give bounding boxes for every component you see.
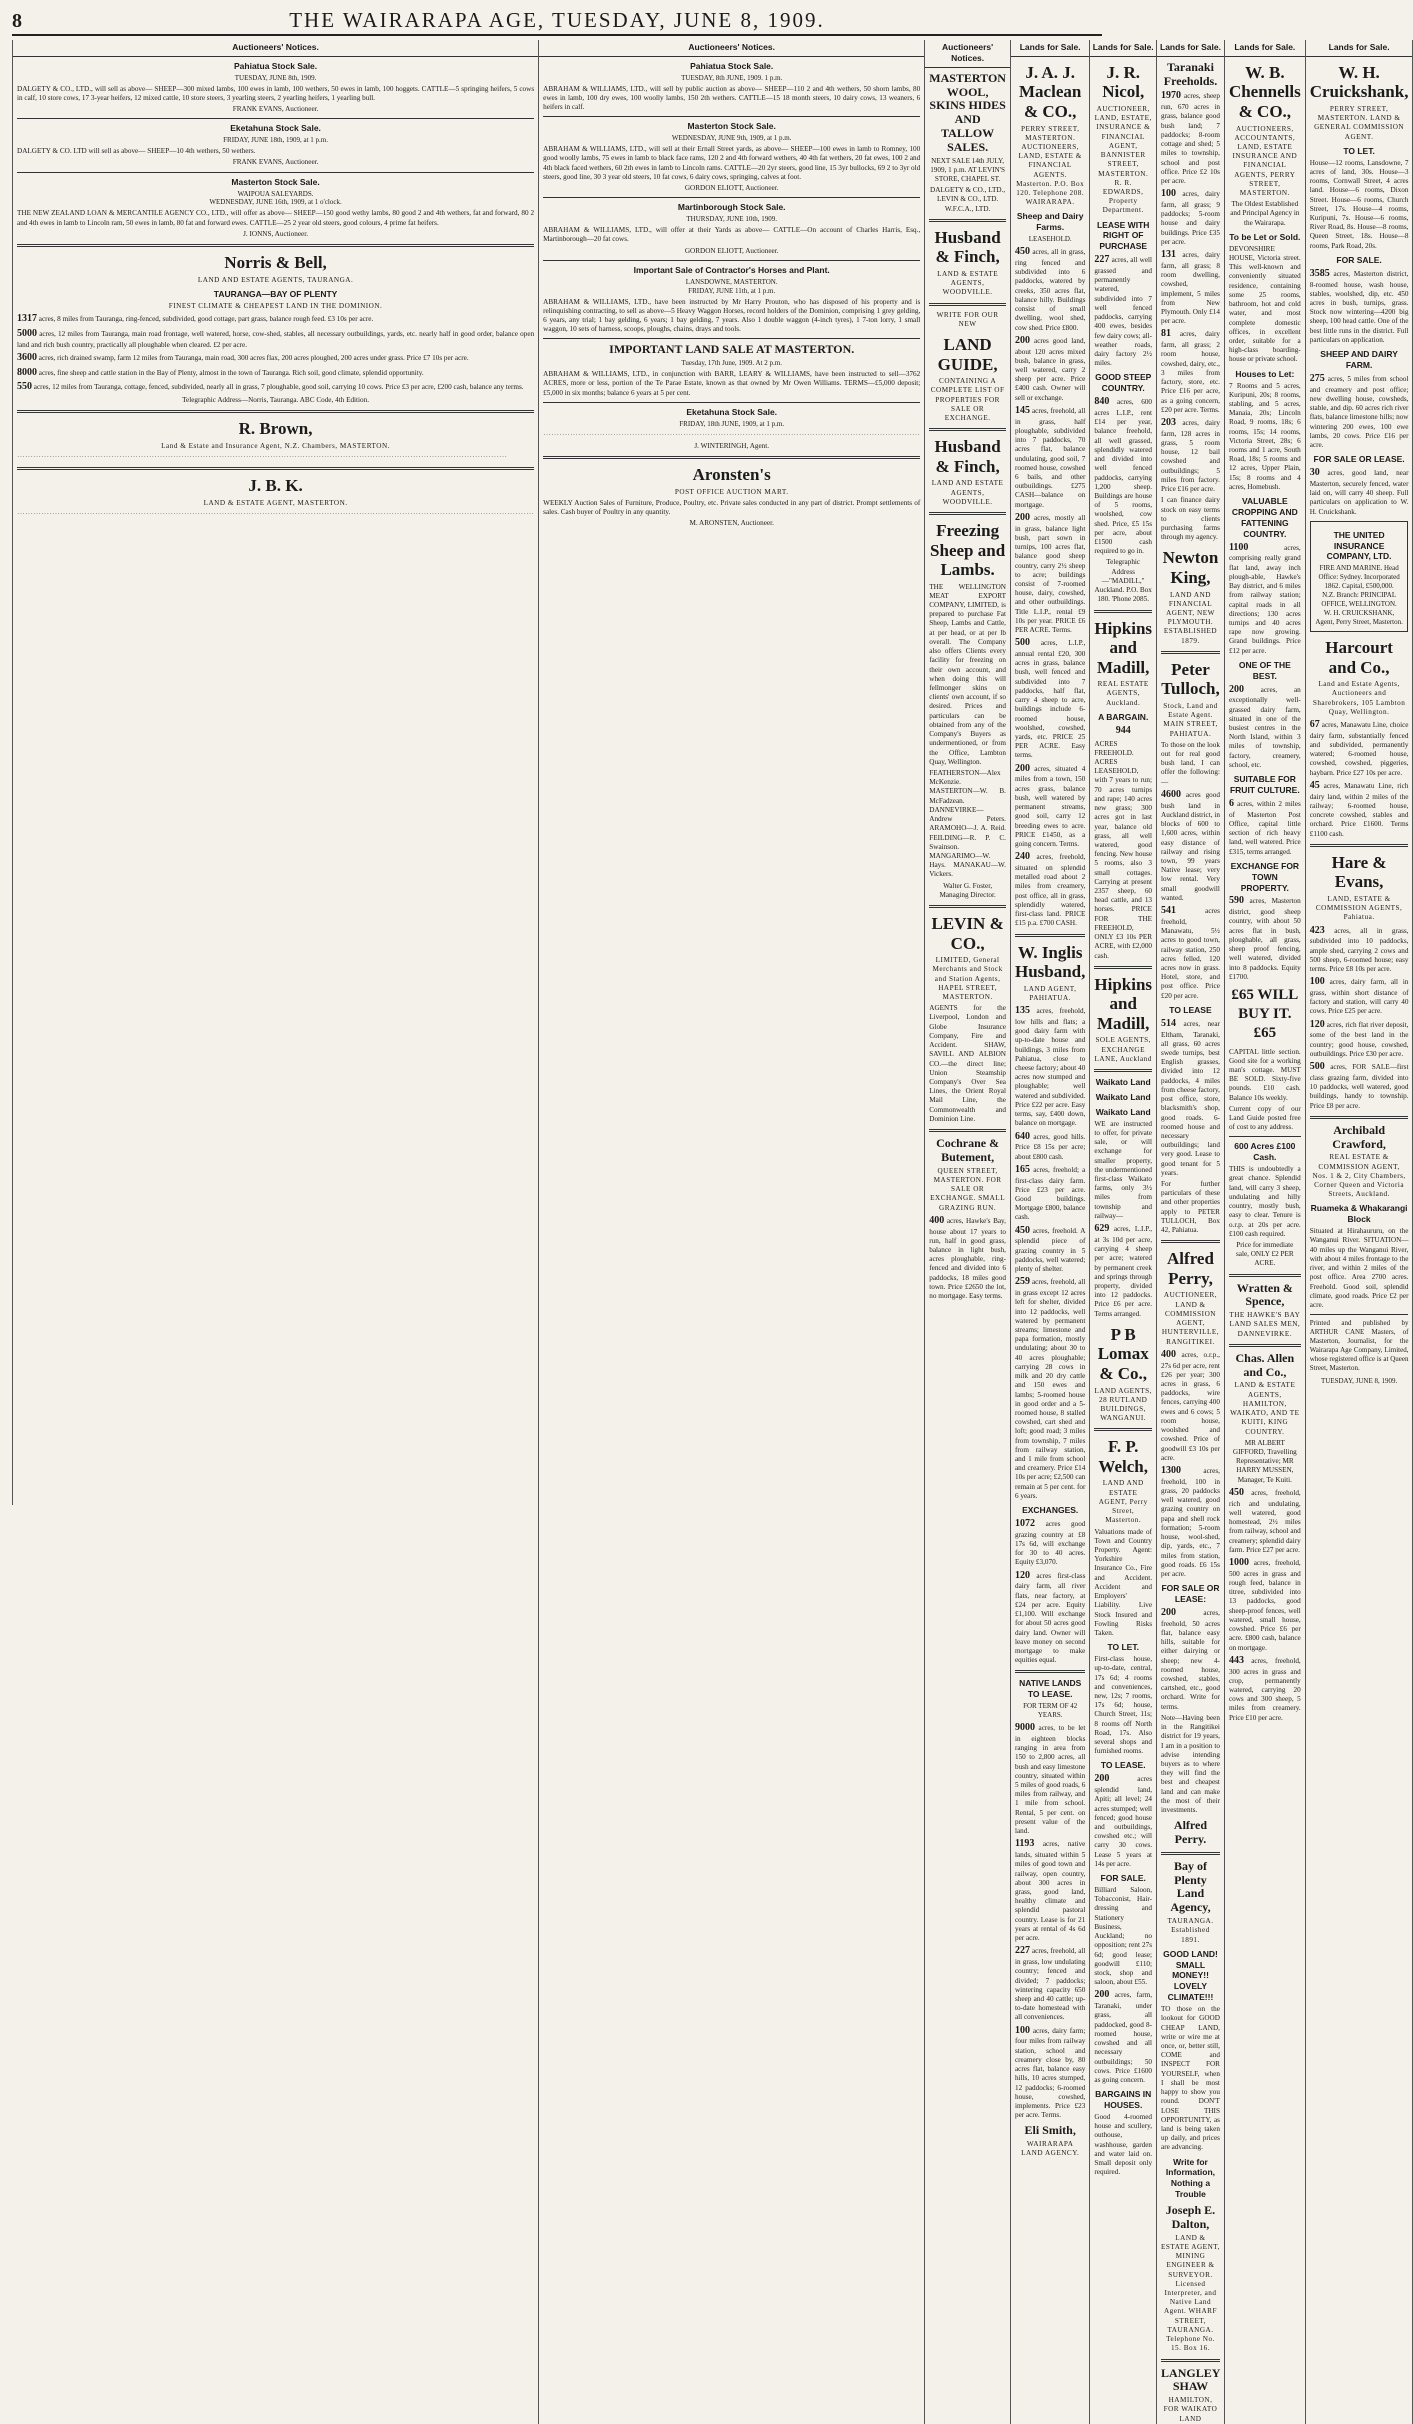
- advertiser-name: Harcourt and Co.,: [1325, 638, 1393, 677]
- imprint-date: TUESDAY, JUNE 8, 1909.: [1320, 1376, 1398, 1385]
- ad-heading: Waikato Land: [1095, 1077, 1151, 1088]
- advertiser-name: Eli Smith,: [1024, 2123, 1076, 2138]
- advertiser-name: Hipkins and Madill,: [1094, 974, 1153, 1033]
- ad-date: TUESDAY, JUNE 8th, 1909.: [234, 73, 317, 82]
- listing: 100 acres, dairy farm, all in grass, within short distance of factory and station, will carry 40 cows. Price £25 per acre.: [1309, 976, 1409, 1016]
- ad-heading: LAND GUIDE,: [937, 335, 998, 374]
- ad-heading: EXCHANGE FOR TOWN PROPERTY.: [1230, 860, 1300, 893]
- advertiser-subtitle: LAND AND ESTATE AGENT, Perry Street, Masterton.: [1098, 1479, 1148, 1525]
- ad-body: ABRAHAM & WILLIAMS, LTD., will sell by public auction as above— SHEEP—110 2 and 4th wethers, 50 shorn lambs, 80 ewes in lamb, 100 dry ewes, 100 woolly lambs, 150 2th wethers. CATTLE—15 18 month steers, 10 dairy cows, 13 weaners, 6 heifers in calf.: [543, 84, 921, 112]
- page-number: 8: [12, 10, 22, 32]
- advertiser-name: Alfred Perry,: [1167, 1249, 1214, 1288]
- ad-heading: To be Let or Sold.: [1229, 231, 1301, 242]
- ad-heading: FOR SALE OR LEASE.: [1313, 454, 1405, 465]
- column-1: [13, 40, 539, 2424]
- listing: 1970 acres, sheep run, 670 acres in grass, balance good bush land; 7 paddocks; 8-room cottage and shed; 5 miles to township, school and post office. Price £2 10s per acre.: [1161, 90, 1220, 186]
- listing: 100 acres, dairy farm, all grass; 9 paddocks; 5-room house and dairy buildings. Price £35 per acre.: [1161, 188, 1220, 246]
- ad-body: THIS is undoubtedly a great chance. Splendid land, will carry 3 sheep, undulating and hilly country, mostly bush, easy to clear. Tenure is o.r.p. at 20s per acre. £100 cash required.: [1228, 1165, 1301, 1238]
- advertiser-name: Newton King,: [1162, 548, 1219, 587]
- ad-heading: NATIVE LANDS TO LEASE.: [1019, 1678, 1082, 1700]
- listing: 120 acres first-class dairy farm, all river flats, near factory, at £24 per acre. Equity £1,100. Will exchange for about 50 acres good dairy land. Owner will leave money on second mortgage to make equities equal.: [1014, 1569, 1086, 1665]
- listing: 259 acres, freehold, all in grass except 12 acres left for shelter, divided into 12 paddocks, well watered by permanent streams; limestone and papa formation, mostly undulating; about 30 to 40 acres ploughable; carrying 28 cows in milk and 20 dry cattle and 150 ewes and lambs; 5-roomed house in good order and a 5-roomed house, 8 stalled cowshed, cart shed and loft; good road; 3 miles from township, 7 miles from railway station, and 1 mile from school and creamery. Price £14 10s per acre; £2,500 can remain at 5 per cent. for 6 years.: [1014, 1276, 1086, 1500]
- advertiser-name: Peter Tulloch,: [1161, 659, 1220, 699]
- ad-heading: SHEEP AND DAIRY FARM.: [1320, 349, 1398, 370]
- column-4: [1011, 40, 1090, 2424]
- ad-body: First-class house, up-to-date, central, 17s 6d; 4 rooms and conveniences, new, 12s; 7 rooms, 17s 6d; house, Church Street, 11s; 8 rooms off North Road, 17s. Also several shops and furnished rooms.: [1094, 1655, 1153, 1756]
- ad-place: LANSDOWNE, MASTERTON.: [685, 277, 778, 286]
- ad-date: THURSDAY, JUNE 10th, 1909.: [686, 215, 778, 224]
- ad-body: ABRAHAM & WILLIAMS, LTD., will sell at their Ernall Street yards, as above— SHEEP—100 ewes in lamb to Romney, 100 good woolly lambs, 75 ewes in lamb to black face rams, 120 2 and 4th forward wethers, 40 4th fat wethers, 20 fat ewes, 100 2 and 4th black faced wethers, 60 2th ewes in lamb to Lincoln rams. CATTLE—20 2yr steers, good line, 15 3yr bullocks, 69 2 to 3yr old steers, good line, 30 3 year old steers, 10 fat cows, 6 dairy cows, springing, calves at foot.: [543, 145, 921, 181]
- advertiser-name: Bay of Plenty Land Agency,: [1170, 1858, 1211, 1915]
- listing: 4600 acres good bush land in Auckland district, in blocks of 600 to 1,600 acres, within easy distance of railway and rising town, 99 years Native lease; very low rental. Very small goodwill wanted.: [1161, 788, 1220, 902]
- ad-signature: M. ARONSTEN, Auctioneer.: [689, 519, 774, 528]
- ad-heading: Write for Information, Nothing a Trouble: [1165, 2156, 1216, 2200]
- ad-body: I can finance dairy stock on easy terms to clients purchasing farms through my agency.: [1161, 496, 1220, 542]
- ad-heading: TAURANGA—BAY OF PLENTY: [213, 288, 338, 299]
- ad-body: WE are instructed to offer, for private sale, or will exchange for smaller property, the undermentioned first-class Waikato farms, only 3½ miles from township and railway—: [1094, 1119, 1153, 1220]
- listing: 640 acres, good hills. Price £8 15s per acre; about £800 cash.: [1014, 1130, 1086, 1161]
- listing: 1000 acres, freehold, 500 acres in grass and rough feed, balance in titree, subdivided into 13 paddocks, good sheep-proof fences, well watered, small house, cowshed. Price £6 per acre. £800 cash, balance on mortgage.: [1228, 1557, 1301, 1652]
- ad-subheading: CONTAINING A COMPLETE LIST OF PROPERTIES FOR SALE OR EXCHANGE.: [930, 377, 1005, 422]
- ad-place: WAIPOUA SALEYARDS.: [237, 189, 314, 198]
- listing: 200 acres, mostly all in grass, balance light bush, part sown in turnips, 100 acres flat, balance good sheep country, carry 2½ sheep to acre; buildings consist of 7-roomed house, dairy, cowshed, and other outbuildings. Title L.I.P., rental £9 10s per year. PRICE £6 PER ACRE. Terms.: [1014, 511, 1086, 635]
- advertiser-name: Hipkins and Madill,: [1094, 618, 1153, 677]
- ad-heading: TO LEASE: [1169, 1004, 1212, 1015]
- newspaper-title: THE WAIRARAPA AGE, TUESDAY, JUNE 8, 1909.: [289, 8, 825, 32]
- ad-heading: VALUABLE CROPPING AND FATTENING COUNTRY.: [1231, 496, 1298, 539]
- ad-body: Billiard Saloon, Tobacconist, Hair-dressing and Stationery Business, Auckland; no opposition; rent 27s 6d; good lease; goodwill £110; stock, shop and saloon, about £55.: [1094, 1886, 1153, 1987]
- ad-body: 7 Rooms and 5 acres, Kuripuni, 20s; 8 rooms, stabling, and 5 acres, Manaia, 20s; Lincoln Road, 9 rooms, 18s; 6 rooms, 15s; 14 rooms, Victoria Street, 28s; 6 rooms and 1 acre, South Road, 18s; 5 rooms and 12 acres, Upper Plain, 15s; 8 rooms and 4 acres, Homebush.: [1228, 381, 1301, 491]
- advertiser-subtitle: THE HAWKE'S BAY LAND SALES MEN, DANNEVIRKE.: [1229, 1311, 1301, 1338]
- listing: 67 acres, Manawatu Line, choice dairy farm, substantially fenced and subdivided, permanently watered; 6-roomed house, cowshed, cowshed, piggeries, haybarn. Price £27 10s per acre.: [1309, 719, 1409, 777]
- ad-heading: TO LET.: [1107, 1642, 1139, 1653]
- ad-subheading: LEASEHOLD.: [1028, 235, 1072, 244]
- column-heading: Lands for Sale.: [1011, 40, 1089, 57]
- listing: 45 acres, Manawatu Line, rich dairy land, within 2 miles of the railway; 6-roomed house, concrete cowshed, stables and orchard. Price £1600. Terms £1100 cash.: [1309, 779, 1409, 838]
- listing: 5000 acres, 12 miles from Tauranga, main road frontage, well watered, horse, cow-shed, stables, all necessary outbuildings, yards, etc. nearly half in good order, balance open land and rich bush country, practically all ploughable when cleared. £2 per acre.: [17, 327, 535, 349]
- ad-heading: FOR SALE.: [1336, 254, 1382, 265]
- ad-body: To those on the look out for real good bush land, I can offer the following:—: [1161, 740, 1220, 786]
- advertiser-name: LANGLEY SHAW: [1161, 2365, 1221, 2394]
- listing: 1317 acres, 8 miles from Tauranga, ring-fenced, subdivided, good cottage, part grass, balance rough feed. £3 10s per acre.: [17, 312, 374, 324]
- ad-date: WEDNESDAY, JUNE 16th, 1909, at 1 o'clock.: [209, 198, 342, 207]
- advertiser-subtitle: AUCTIONEERS, ACCOUNTANTS, LAND, ESTATE INSURANCE AND FINANCIAL AGENTS, PERRY STREET, MASTERTON.: [1232, 124, 1298, 198]
- advertiser-subtitle: REAL ESTATE & COMMISSION AGENT, Nos. 1 & 2, City Chambers, Corner Queen and Victoria Streets, Auckland.: [1312, 1153, 1406, 1199]
- ad-heading: Waikato Land: [1095, 1091, 1151, 1102]
- listing: 450 acres, all in grass, ring fenced and subdivided into 6 paddocks, watered by creeks, 350 acres flat, balance hilly. Buildings consist of small dwelling, wool shed, cow shed. Price £800.: [1014, 246, 1086, 332]
- ad-heading: Eketahuna Stock Sale.: [230, 123, 321, 134]
- ad-body: Price for immediate sale, ONLY £2 PER ACRE.: [1235, 1240, 1294, 1268]
- listing: 120 acres, rich flat river deposit, some of the best land in the country; good house, cowshed, outbuildings. Price £30 per acre.: [1309, 1018, 1409, 1058]
- listing: 1100 acres, comprising really grand flat land, away inch plough-able, Hawke's Bay district, and 6 miles from railway station; capital roads in all directions; 130 acres turnips and 40 acres rape now growing. Grand buildings. Price £12 per acre.: [1228, 541, 1301, 655]
- ad-body: NEXT SALE 14th JULY, 1909, 1 p.m. AT LEVIN'S STORE, CHAPEL ST.: [930, 156, 1006, 183]
- ad-signature: FRANK EVANS, Auctioneer.: [232, 158, 319, 167]
- ad-heading: Houses to Let:: [1235, 368, 1295, 379]
- ad-body: DALGETY & CO., LTD., will sell as above— SHEEP—300 mixed lambs, 100 ewes in lamb, 100 wethers, 50 ewes in lamb, 100 hoggets. CATTLE—5 springing heifers, 5 cows in calf, 10 store cows, 17 3-year heifers, 12 mixed cattle, 10 store steers, 3 yearling steers, 2 yearling heifers, 1 yearling bull.: [17, 84, 535, 102]
- advertiser-subtitle: HAMILTON, FOR WAIKATO LAND: [1163, 2396, 1218, 2423]
- ad-heading: BARGAINS IN HOUSES.: [1095, 2089, 1152, 2111]
- advertiser-subtitle: LAND & ESTATE AGENT, MASTERTON.: [203, 498, 348, 507]
- ad-body: THE WELLINGTON MEAT EXPORT COMPANY, LIMITED, is prepared to purchase Fat Sheep, Lambs and Cattle, at per head, or at per lb overall. The Company also offers Clients every facility for freezing on their own account, and when doing this will fellmonger skins on clients' own account, if so desired. Prices and particulars can be obtained from any of the Company's Buyers as undermentioned, or from the Office, Lambton Quay, Wellington.: [929, 582, 1006, 766]
- advertiser-subtitle: POST OFFICE AUCTION MART.: [674, 487, 789, 496]
- advertiser-name: J. A. J. Maclean & CO.,: [1019, 62, 1082, 121]
- ad-footer: Telegraphic Address—Norris, Tauranga. ABC Code, 4th Edition.: [182, 396, 370, 405]
- advertiser-subtitle: LAND AGENTS, 28 RUTLAND BUILDINGS, WANGANUI.: [1094, 1386, 1152, 1423]
- listing: 1072 acres good grazing country at £8 17s 6d, will exchange for 30 to 40 acres. Equity £3,070.: [1014, 1518, 1086, 1567]
- column-heading: Lands for Sale.: [1225, 40, 1305, 57]
- advertiser-subtitle: REAL ESTATE AGENTS, Auckland.: [1097, 680, 1149, 707]
- listing: 165 acres, freehold; a first-class dairy farm. Price £23 per acre. Good buildings. Mortgage £800, balance cash.: [1014, 1163, 1086, 1222]
- ad-body: AGENTS for the Liverpool, London and Globe Insurance Company, Fire and Accident. SHAW, SAVILL AND ALBION CO.—the direct line; Union Steamship Company's Over Sea Lines, the Orient Royal Mail Line, the Commonwealth and Dominion Line.: [929, 1004, 1006, 1123]
- listing: 135 acres, freehold, low hills and flats; a good dairy farm with up-to-date house and buildings, 3 miles from Pahiatua, close to cheese factory; about 40 acres now stumped and ploughable; well watered and subdivided. Price £22 per acre. Easy terms, say, £400 down, balance on mortgage.: [1014, 1005, 1086, 1128]
- ad-signature: GORDON ELIOTT, Auctioneer.: [684, 184, 779, 193]
- advertiser-subtitle: PERRY STREET, MASTERTON. LAND & GENERAL COMMISSION AGENT.: [1314, 104, 1405, 141]
- advertiser-subtitle: LAND, ESTATE & COMMISSION AGENTS, Pahiatua.: [1315, 894, 1403, 922]
- column-heading: Lands for Sale.: [1306, 40, 1413, 57]
- ad-heading: GOOD STEEP COUNTRY.: [1095, 372, 1152, 394]
- advertiser-subtitle: LAND & ESTATE AGENTS, WOODVILLE.: [937, 269, 999, 297]
- advertiser-subtitle: WAIRARAPA LAND AGENCY.: [1021, 2140, 1080, 2158]
- ad-heading: IMPORTANT LAND SALE AT MASTERTON.: [609, 342, 855, 357]
- ad-signature: FRANK EVANS, Auctioneer.: [232, 105, 319, 114]
- listing: 227 acres, all well grassed and permanently watered, subdivided into 7 well fenced paddocks, carrying 400 ewes, besides few dairy cows; all-weather roads, dairy factory 2½ miles.: [1094, 254, 1153, 368]
- advertiser-name: Wratten & Spence,: [1236, 1280, 1293, 1309]
- ad-date: WEDNESDAY, JUNE 9th, 1909, at 1 p.m.: [671, 134, 792, 143]
- advertiser-name: Aronsten's: [692, 465, 771, 485]
- advertiser-subtitle: PERRY STREET, MASTERTON. AUCTIONEERS, LAND, ESTATE & FINANCIAL AGENTS. Masterton. P.O. Box 120. Telephone 208. WAIRARAPA.: [1016, 124, 1085, 207]
- ad-body: MR ALBERT GIFFORD, Travelling Representative; MR HARRY MUSSEN, Manager, Te Kuiti.: [1232, 1438, 1297, 1484]
- ad-heading: Pahiatua Stock Sale.: [234, 60, 318, 71]
- listing: 590 acres, Masterton district, good sheep country, with about 50 acres flat in bush, ploughable, all grass, sheep proof fencing, well watered, divided into 8 paddocks. Equity £1700.: [1228, 895, 1301, 981]
- listing: 550 acres, 12 miles from Tauranga, cottage, fenced, subdivided, nearly all in grass, 7 ploughable, good soil, carrying 10 cows. Price £3 per acre, £200 cash, balance any terms.: [17, 381, 524, 393]
- listing: 6 acres, within 2 miles of Masterton Post Office, capital little section of rich heavy land, well watered. Price £315, terms arranged.: [1228, 797, 1301, 856]
- listing: 131 acres, dairy farm, all grass; 8 room dwelling, cowshed, implement, 5 miles from New Plymouth. Only £14 per acre.: [1161, 249, 1220, 326]
- advertiser-name: F. P. Welch,: [1098, 1437, 1148, 1476]
- advertiser-subtitle: LAND AND ESTATE AGENTS, TAURANGA.: [197, 275, 354, 284]
- advertiser-subtitle: LAND AND ESTATE AGENTS, WOODVILLE.: [931, 479, 1004, 506]
- ad-subheading: FIRE AND MARINE. Head Office: Sydney. Incorporated 1862. Capital, £500,000.: [1318, 564, 1400, 591]
- advertiser-name: Cochrane & Butement,: [936, 1136, 1000, 1164]
- bargain-acreage: 944: [1115, 724, 1131, 736]
- ad-heading: Eketahuna Stock Sale.: [686, 406, 778, 417]
- listing: 1300 acres, freehold, 100 in grass, 20 paddocks well watered, good grazing country on papa and shell rock formation; 5-room house, wool-shed, dip, yards, etc., 7 miles from station, good roads. £6 15s per acre.: [1161, 1464, 1220, 1578]
- advertiser-name: Joseph E. Dalton,: [1165, 2203, 1216, 2231]
- ad-body: ACRES FREEHOLD. ACRES LEASEHOLD, with 7 years to run; 70 acres turnips and rape; 140 acres new grass; 300 acres got in last year, balance old grass, all well watered, good fencing. New house 5 rooms, also 3 small cottages. Carrying at present 2357 sheep, 60 head cattle, and 13 horses. PRICE FOR THE FREEHOLD, ONLY £3 10s PER ACRE, with £2,000 cash.: [1094, 739, 1153, 960]
- listing: 450 acres, freehold. A splendid piece of grazing country in 5 paddocks, well watered; plenty of shelter.: [1014, 1224, 1086, 1274]
- advertiser-subtitle: LAND AND FINANCIAL AGENT, NEW PLYMOUTH. ESTABLISHED 1879.: [1163, 590, 1218, 645]
- ad-body: DEVONSHIRE HOUSE, Victoria street. This well-known and conveniently situated residence, containing some 25 rooms, bathroom, hot and cold water, and most complete domestic offices, in excellent order, suitable for a high-class boarding-house or private school.: [1228, 244, 1301, 364]
- ad-heading: EXCHANGES.: [1022, 1505, 1079, 1516]
- advertiser-subtitle: AUCTIONEER, LAND, ESTATE, INSURANCE & FINANCIAL AGENT, BANNISTER STREET, MASTERTON. R. R. EDWARDS, Property Department.: [1094, 104, 1152, 215]
- ad-date: FRIDAY, 18th JUNE, 1909, at 1 p.m.: [679, 419, 785, 428]
- advertiser-name: Norris & Bell,: [224, 253, 327, 273]
- illegible-text: ······················································································································································································: [17, 453, 508, 462]
- advertiser-subtitle: Stock, Land and Estate Agent. MAIN STREET, PAHIATUA.: [1163, 701, 1218, 738]
- advertiser-name: P B Lomax & Co.,: [1097, 1324, 1149, 1383]
- ad-heading: TO LET.: [1343, 145, 1375, 156]
- listing: 145 acres, freehold, all in grass, half ploughable, subdivided into 7 paddocks, 70 acres flat, balance undulating, good soil, 7 roomed house, cowshed 6 bails, and other outbuildings. £275 CASH—balance on mortgage.: [1014, 404, 1086, 509]
- ad-signature: W. H. CRUICKSHANK, Agent, Perry Street, Masterton.: [1315, 609, 1403, 627]
- listing: 1193 acres, native lands, situated within 5 miles of good town and railway, open country, about 300 acres in grass, good land, healthy climate and splendid pastoral country. Lease is for 21 years at rental of 4s 6d per acre.: [1014, 1838, 1086, 1943]
- masthead: [12, 8, 1102, 36]
- ad-subheading: WRITE FOR OUR NEW: [936, 310, 999, 328]
- ad-heading: Masterton Stock Sale.: [231, 176, 320, 187]
- ad-body: The Oldest Established and Principal Agency in the Wairarapa.: [1230, 200, 1300, 227]
- ad-heading: FOR SALE OR LEASE:: [1161, 1583, 1220, 1605]
- ad-heading: THE UNITED INSURANCE COMPANY, LTD.: [1326, 529, 1392, 562]
- listing: 400 acres, Hawke's Bay, house about 17 years to run, half in good grass, balance in light bush, acres ploughable, ring-fenced and divided into 6 paddocks, 18 miles good town. Price £2650 the lot, no mortgage. Easy terms.: [929, 1214, 1006, 1301]
- ad-body: For further particulars of these and other properties apply to PETER TULLOCH, Box 42, Pahiatua.: [1161, 1180, 1220, 1235]
- ad-date: FRIDAY, JUNE 11th, at 1 p.m.: [688, 286, 776, 295]
- advertiser-subtitle: TAURANGA. Established 1891.: [1167, 1917, 1214, 1944]
- ad-heading: LEASE WITH RIGHT OF PURCHASE: [1096, 219, 1150, 252]
- listing: 3600 acres, rich drained swamp, farm 12 miles from Tauranga, main road, 300 acres flax, 200 acres ploughed, 200 acres under grass. Price £7 10s per acre.: [17, 351, 469, 363]
- advertiser-name: Hare & Evans,: [1331, 852, 1387, 892]
- listing: 200 acres, situated 4 miles from a town, 150 acres grass, balance bush, well watered by permanent streams, good soil, carry 12 breeding ewes to acre. PRICE £1450, as a going concern. Terms.: [1014, 762, 1086, 848]
- ad-date: FRIDAY, JUNE 18th, 1909, at 1 p.m.: [223, 136, 328, 145]
- ad-body: Situated at Hirahaururu, on the Wanganui River. SITUATION—40 miles up the Wanganui River, with about 4 miles frontage to the river, and within 2 miles of the post office. Area 2700 acres. Freehold. Good soil, splendid climate, good roads. Price £2 per acre.: [1309, 1227, 1409, 1309]
- advertiser-subtitle: LIMITED, General Merchants and Stock and Station Agents, HAPEL STREET, MASTERTON.: [932, 956, 1003, 1002]
- advertiser-subtitle: Land and Estate Agents, Auctioneers and Sharebrokers, 105 Lambton Quay, Wellington.: [1312, 680, 1406, 716]
- ad-heading: Important Sale of Contractor's Horses and Plant.: [633, 264, 830, 275]
- advertiser-subtitle: Land & Estate and Insurance Agent, N.Z. Chambers, MASTERTON.: [161, 441, 390, 450]
- column-heading: Lands for Sale.: [1157, 40, 1224, 57]
- listing: 275 acres, 5 miles from school and creamery and post office; new dwelling house, cowsheds, stable, and dip. 60 acres rich river flats, balance limestone hills; now wintering 200 ewes, 100 ewe lambs, 20 cows. Price £16 per acre.: [1309, 372, 1409, 449]
- listing: 240 acres, freehold, situated on splendid metalled road about 2 miles from creamery, post office, all in grass, splendidly watered, first-class land. PRICE £15 p.a. £700 CASH.: [1014, 851, 1086, 928]
- advertiser-subtitle: LAND & ESTATE AGENTS, HAMILTON, WAIKATO, AND TE KUITI, KING COUNTRY.: [1230, 1381, 1300, 1436]
- advertiser-name: Husband & Finch,: [934, 227, 1001, 267]
- listing: 30 acres, good land, near Masterton, securely fenced, water laid on, will carry 40 sheep. Full particulars on application to W. H. Cruickshank.: [1309, 467, 1409, 516]
- ad-heading: A BARGAIN.: [1098, 711, 1149, 722]
- ad-body: House—12 rooms, Lansdowne, 7 acres of land, 30s. House—3 rooms, Cornwall Street, 4 acres land. House—6 rooms, Dixon Street. House—6 rooms, Church Street, 17s. House—4 rooms, Kuripuni, 7s. House—6 rooms, River Road, 8s. House—8 rooms, Queen Street, 18s. House—8 rooms, Park Road, 20s.: [1309, 158, 1409, 250]
- listing: 514 acres, near Eltham, Taranaki, all grass, 60 acres swede turnips, best English grasses, divided into 12 paddocks, 4 miles from cheese factory, post office, store, blacksmith's shop, good roads. 6-roomed house and necessary outbuildings; land very good. Lease to good tenant for 5 years.: [1161, 1017, 1220, 1177]
- advertiser-name: LEVIN & CO.,: [931, 914, 1004, 953]
- price-banner: £65 WILL BUY IT. £65: [1231, 986, 1299, 1042]
- advertiser-name: R. Brown,: [238, 419, 313, 439]
- ad-heading: Pahiatua Stock Sale.: [690, 60, 774, 71]
- ad-heading: Freezing Sheep and Lambs.: [930, 520, 1006, 580]
- ad-heading: GOOD LAND! SMALL MONEY!! LOVELY CLIMATE!!!: [1163, 1948, 1218, 2003]
- listing: 3585 acres, Masterton district, 8-roomed house, wash house, stables, woolshed, dip, etc. 450 acres in bush, turnips, grass. Stock now wintering—4200 big sheep, 100 head cattle. One of the best little runs in the district. Full particulars on application.: [1309, 267, 1409, 344]
- advertiser-name: W. H. Cruickshank,: [1309, 62, 1409, 102]
- ad-signature: GORDON ELIOTT, Auctioneer.: [684, 246, 779, 255]
- ad-body: ABRAHAM & WILLIAMS, LTD., in conjunction with BARR, LEARY & WILLIAMS, have been instructed to sell—3762 ACRES, more or less, portion of the Te Parae Estate, known as that owned by Mr Owen Williams. TERMS—£5,000 deposit; £5,000 in six months; balance 6 years at 5 per cent.: [543, 370, 921, 397]
- listing: 227 acres, freehold, all in grass, low undulating country; fenced and divided; 7 paddocks; wintering capacity 650 sheep and 40 cattle; up-to-date homestead with all conveniences.: [1014, 1945, 1086, 2022]
- column-heading: Auctioneers' Notices.: [925, 40, 1010, 68]
- listing: 500 acres, FOR SALE—first class grazing farm, divided into 10 paddocks, well watered, good buildings, handy to township. Price £8 per acre.: [1309, 1061, 1409, 1110]
- ad-signature: J. WINTERINGH, Agent.: [694, 441, 770, 450]
- advertiser-name: J. R. Nicol,: [1102, 62, 1145, 102]
- ad-heading: Ruameka & Whakarangi Block: [1310, 1203, 1408, 1225]
- ad-date: Tuesday, 17th June, 1909. At 2 p.m.: [681, 359, 782, 368]
- advertiser-subtitle: LAND & ESTATE AGENT, MINING ENGINEER & SURVEYOR. Licensed Interpreter, and Native Land Agent. WHARF STREET, TAURANGA. Telephone No. 15. Box 16.: [1161, 2233, 1220, 2353]
- ad-body: WEEKLY Auction Sales of Furniture, Produce, Poultry, etc. Private sales conducted in any part of district. Prompt settlements of sales. Cash buyer of Poultry in any quantity.: [543, 498, 921, 517]
- listing: 200 acres, an exceptionally well-grassed dairy farm, situated in one of the busiest centres in the North Island, within 3 miles of township, factory, creamery, school, etc.: [1228, 683, 1301, 769]
- ad-body: ABRAHAM & WILLIAMS, LTD., have been instructed by Mr Harry Prouton, who has disposed of his property and is relinquishing contracting, to sell as above—5 Heavy Waggon Horses, record holders of the Dominion, comprising 1 grey gelding, 6 years, any trial; 1 bay gelding, 6 years; 1 bay gelding, 7 years. Also 1 double waggon (4-inch tyres), 1 7-ton lorry, 1 small waggon, 10 sets of harness, scoops, ploughs, chains, drays and tools.: [543, 297, 921, 334]
- column-6: [1157, 40, 1225, 2424]
- listing: 500 acres, L.I.P., annual rental £20, 300 acres in grass, balance bush, well fenced and subdivided into 7 paddocks, half flat, carry 4 sheep to acre, buildings include 6-roomed house, woolshed, cowshed, yards, etc. PRICE 25 PER ACRE. Easy terms.: [1014, 637, 1086, 760]
- advertiser-name: Husband & Finch,: [934, 437, 1001, 476]
- ad-heading: Martinborough Stock Sale.: [677, 202, 786, 213]
- ad-signature: DALGETY & CO., LTD., LEVIN & CO., LTD. W.F.C.A., LTD.: [930, 186, 1006, 213]
- column-heading: Auctioneers' Notices.: [13, 40, 538, 57]
- ad-heading: TO LEASE.: [1100, 1760, 1146, 1771]
- listing: 203 acres, dairy farm, 128 acres in grass, 5 room house, 12 bail cowshed and outbuildings; 5 miles from factory. Price £16 per acre.: [1161, 417, 1220, 494]
- ad-heading: Taranaki Freeholds.: [1163, 59, 1218, 88]
- agent-list: FEATHERSTON—Alex McKenzie. MASTERTON—W. B. McFadzean. DANNEVIRKE—Andrew Peters. ARAMOHO—J. A. Reid. FEILDING—R. P. C. Swainson. MANGARIMO—W. Hays. MANAKAU—W. Vickers.: [929, 768, 1006, 879]
- ad-subheading: N.Z. Branch: PRINCIPAL OFFICE, WELLINGTON.: [1321, 591, 1397, 609]
- advertiser-subtitle: SOLE AGENTS, EXCHANGE LANE, Auckland: [1094, 1036, 1152, 1063]
- advertiser-name: Alfred Perry.: [1173, 1818, 1208, 1847]
- column-3: [925, 40, 1011, 2424]
- ad-body: Note—Having been in the Rangitikei district for 19 years, I am in a position to advise intending buyers as to where they will find the best and cheapest land and can make the most of their investments.: [1161, 1713, 1220, 1815]
- imprint: Printed and published by ARTHUR CANE Masters, of Masterton, Journalist, for the Wairarapa Age Company, Limited, whose registered office is at Queen Street, Masterton.: [1309, 1319, 1409, 1372]
- insurance-ad: [1310, 521, 1409, 632]
- illegible-text: ············································································································································: [543, 430, 921, 439]
- column-8: [1306, 40, 1413, 2424]
- ad-body: CAPITAL little section. Good site for a working man's cottage. MUST BE SOLD. Sixty-five pounds. £10 cash. Balance 10s weekly.: [1228, 1047, 1301, 1102]
- ad-body: ABRAHAM & WILLIAMS, LTD., will offer at their Yards as above— CATTLE—On account of Charles Harris, Esq., Martinborough—20 fat cows.: [543, 226, 921, 244]
- listing: 200 acres, farm, Taranaki, under grass, all paddocked, good 8-roomed house, cowshed and all necessary outbuildings; 50 cows. Price £1600 as going concern.: [1094, 1989, 1153, 2084]
- listing: 81 acres, dairy farm, all grass; 2 room house, cowshed, dairy, etc., 3 miles from factory, store, etc. Price £16 per acre, as a going concern, £20 per acre. Terms.: [1161, 328, 1220, 414]
- advertiser-subtitle: QUEEN STREET, MASTERTON. FOR SALE OR EXCHANGE. SMALL GRAZING RUN.: [930, 1166, 1006, 1212]
- ad-heading: SUITABLE FOR FRUIT CULTURE.: [1229, 774, 1300, 796]
- columns: [12, 40, 1409, 2423]
- column-5: [1090, 40, 1157, 2424]
- column-2: [539, 40, 925, 2424]
- ad-footer: Telegraphic Address—"MADILL," Auckland. P.O. Box 180. 'Phone 2085.: [1094, 558, 1152, 604]
- listing: 423 acres, all in grass, subdivided into 10 paddocks, ample shed, carrying 2 cows and 500 sheep, 6-roomed house; easy terms. Price £8 10s per acre.: [1309, 924, 1409, 973]
- advertiser-subtitle: LAND AGENT, PAHIATUA.: [1023, 984, 1077, 1002]
- ad-subheading: FOR TERM OF 42 YEARS.: [1023, 1702, 1078, 1720]
- ad-heading: Masterton Stock Sale.: [687, 121, 776, 132]
- advertiser-name: Chas. Allen and Co.,: [1235, 1350, 1295, 1379]
- ad-heading: ONE OF THE BEST.: [1238, 659, 1291, 681]
- ad-body: Valuations made of Town and Country Property. Agent: Yorkshire Insurance Co., Fire and Accident. Accident and Employers' Liability. Live Stock Insured and Fowling Risks Taken.: [1094, 1527, 1153, 1637]
- listing: 450 acres, freehold, rich and undulating, well watered, good homestead, 2½ miles from railway, school and creamery; splendid dairy farm. Price £27 per acre.: [1228, 1486, 1301, 1554]
- ad-body: Good 4-roomed house and scullery, outhouse, washhouse, garden and water laid on. Small deposit only required.: [1094, 2112, 1153, 2177]
- ad-signature: Walter G. Foster, Managing Director.: [939, 881, 996, 899]
- advertiser-name: J. B. K.: [248, 476, 303, 496]
- listing: 100 acres, dairy farm; four miles from railway station, school and creamery close by, 80 acres flat, balance easy hills, 10 acres stumped, 12 paddocks; 6-roomed house, cowshed, implements. Price £23 per acre. Terms.: [1014, 2024, 1086, 2120]
- listing: 200 acres good land, about 120 acres mixed bush, balance in grass, well watered, carry 2 sheep per acre. Price £400 cash. Owner will sell or exchange.: [1014, 334, 1086, 402]
- ad-heading: Waikato Land: [1095, 1106, 1151, 1117]
- column-7: [1225, 40, 1306, 2424]
- ad-date: TUESDAY, 8th JUNE, 1909. 1 p.m.: [681, 73, 783, 82]
- listing: 200 acres splendid land, Apiti; all level; 24 acres stumped; well fenced; good house and outbuildings, cowshed etc.; will carry 30 cows. Lease 5 years at 14s per acre.: [1094, 1773, 1153, 1868]
- ad-signature: J. IONNS, Auctioneer.: [243, 229, 309, 238]
- ad-heading: MASTERTON WOOL, SKINS HIDES AND TALLOW SALES.: [929, 70, 1006, 154]
- listing: 200 acres, freehold, 50 acres flat, balance easy hills, suitable for either dairying or sheep; new 4-roomed house, cowshed, stables, cartshed, etc., good orchard. Write for terms.: [1161, 1606, 1220, 1711]
- listing: 443 acres, freehold, 300 acres in grass and crop, permanently watered, carrying 20 cows and 300 sheep, 5 miles from creamery. Price £10 per acre.: [1228, 1654, 1301, 1722]
- advertiser-name: W. B. Chennells & CO.,: [1228, 62, 1301, 121]
- advertiser-subtitle: AUCTIONEER, LAND & COMMISSION AGENT, HUNTERVILLE, RANGITIKEI.: [1161, 1291, 1220, 1346]
- listing: 9000 acres, to be let in eighteen blocks ranging in area from 150 to 2,800 acres, all bush and easy limestone country, situated within 5 miles of good roads, 6 miles from railway, and 1 mile from school. Rental, 5 per cent. on present value of the land.: [1014, 1722, 1086, 1836]
- ad-body: Current copy of our Land Guide posted free of cost to any address.: [1228, 1104, 1301, 1132]
- ad-body: DALGETY & CO. LTD will sell as above— SHEEP—10 4th wethers, 50 wethers.: [17, 147, 256, 156]
- column-heading: Auctioneers' Notices.: [539, 40, 924, 57]
- listing: 8000 acres, fine sheep and cattle station in the Bay of Plenty, almost in the town of Tauranga. Rich soil, good climate, splendid opportunity.: [17, 366, 424, 378]
- listing: 541 acres freehold, Manawatu, 5½ acres to good town, railway station, 250 acres felled, 120 acres now in grass. Hotel, store, and post office. Price £20 per acre.: [1161, 905, 1220, 1000]
- ad-heading: Sheep and Dairy Farms.: [1016, 211, 1084, 233]
- ad-heading: FOR SALE.: [1100, 1873, 1146, 1884]
- ad-body: THE NEW ZEALAND LOAN & MERCANTILE AGENCY CO., LTD., will offer as above— SHEEP—150 good wethy lambs, 80 good 2 and 4th wethers, fat and forward, 80 2 and 4th ewes in lamb to Lincoln ram, 50 ewes in lamb, 80 fat and forward ewes. CATTLE—25 2 year old steers, good colours, 4 prime fat heifers.: [17, 209, 535, 227]
- advertiser-name: Archibald Crawford,: [1332, 1122, 1386, 1151]
- listing: 400 acres, o.r.p., 27s 6d per acre, rent £26 per year; 300 acres in grass, 6 paddocks, wire fences, carrying 400 ewes and 6 cows; 5 room house, woolshed and cowshed. Price of goodwill £3 10s per acre.: [1161, 1348, 1220, 1462]
- advertiser-name: W. Inglis Husband,: [1014, 942, 1086, 982]
- ad-body: TO those on the lookout for GOOD CHEAP LAND, write or wire me at once, or, better still, COME and INSPECT FOR YOURSELF, when I shall be most happy to show you round. DON'T LOSE THIS OPPORTUNITY, as land is being taken up daily, and prices are advancing.: [1161, 2005, 1220, 2152]
- ad-heading: 600 Acres £100 Cash.: [1234, 1141, 1296, 1163]
- listing: 629 acres, L.I.P., at 3s 10d per acre, carrying 4 sheep per acre; watered by permanent creek and springs through property, divided into 12 paddocks. Price £6 per acre. Terms arranged.: [1094, 1223, 1153, 1318]
- listing: 840 acres, 600 acres L.I.P., rent £14 per year, balance freehold, all well grassed, splendidly watered and divided into well fenced paddocks, carrying 1,200 sheep. Buildings are house of 5 rooms, woolshed, cow shed. Price, £5 15s per acre, about £1500 cash required to go in.: [1094, 396, 1153, 556]
- ad-subheading: FINEST CLIMATE & CHEAPEST LAND IN THE DOMINION.: [168, 301, 383, 310]
- column-heading: Lands for Sale.: [1090, 40, 1156, 57]
- illegible-text: ································································································································································································: [17, 510, 535, 519]
